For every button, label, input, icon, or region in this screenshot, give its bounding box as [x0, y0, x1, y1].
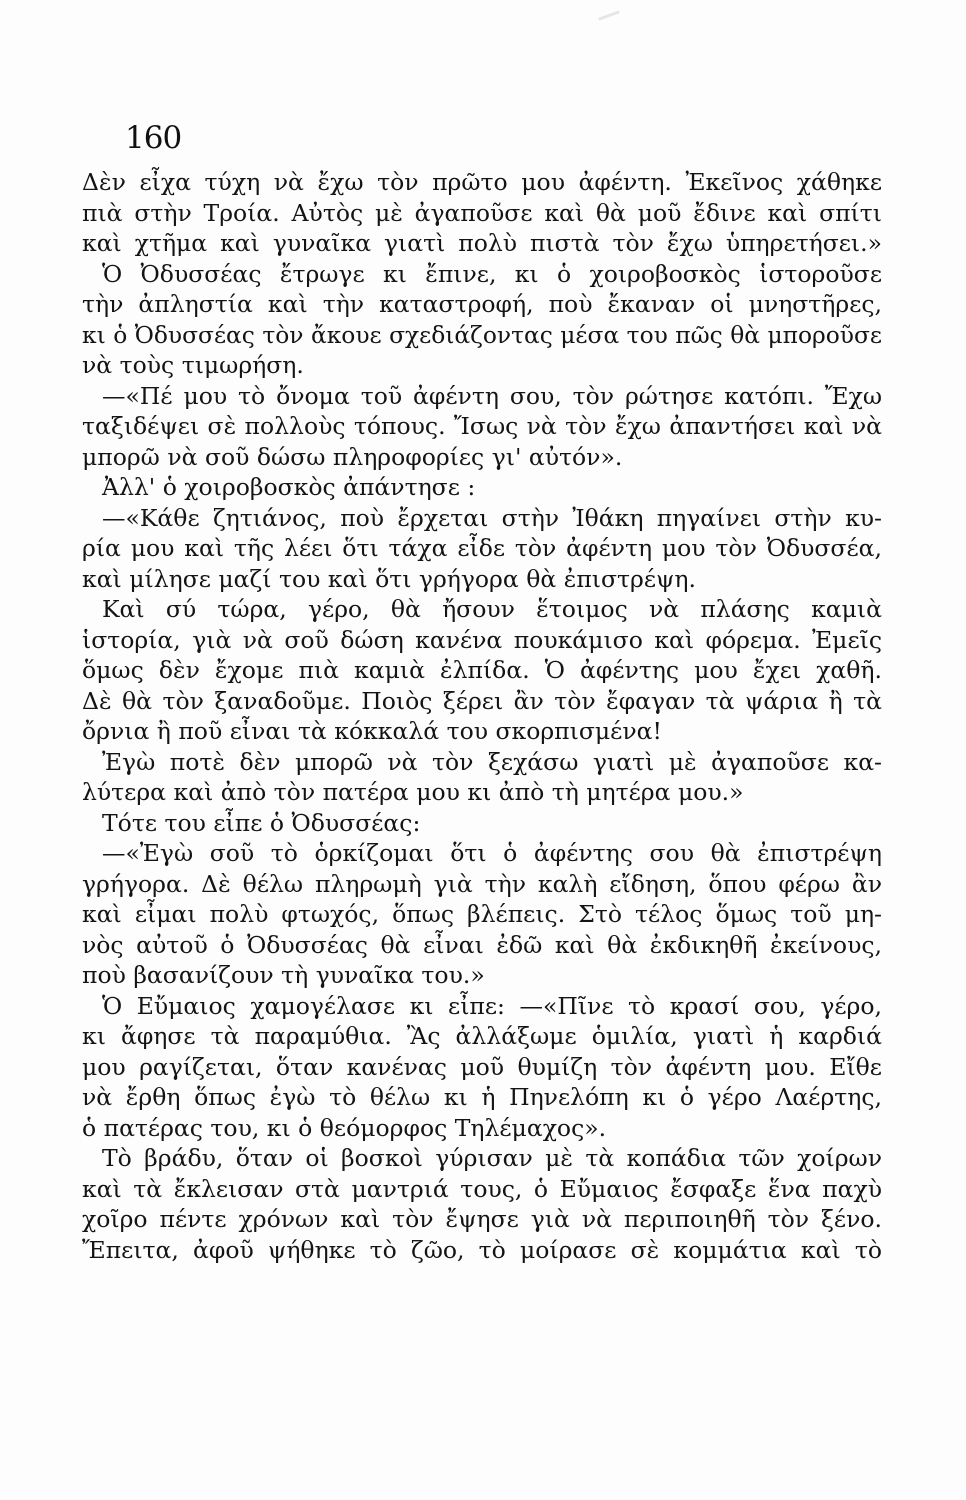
text-line: Τότε του εἶπε ὁ Ὀδυσσέας: [102, 808, 421, 837]
text-line: ὅμως δὲν ἔχομε πιὰ καμιὰ ἐλπίδα. Ὁ ἀφέντης μου ἔχει χαθῆ. [82, 656, 882, 684]
scan-artifact [598, 10, 620, 20]
text-line: καὶ εἶμαι πολὺ φτωχός, ὅπως βλέπεις. Στὸ τέλος ὅμως τοῦ μη- [82, 900, 882, 928]
text-line: Ἀλλ' ὁ χοιροβοσκὸς ἀπάντησε : [102, 473, 476, 501]
text-line: μπορῶ νὰ σοῦ δώσω πληροφορίες γι' αὐτόν». [82, 442, 623, 471]
body-text [82, 167, 882, 1265]
text-line: ποὺ βασανίζουν τὴ γυναῖκα του.» [82, 961, 485, 989]
text-line: Δὲ θὰ τὸν ξαναδοῦμε. Ποιὸς ξέρει ἂν τὸν ἔφαγαν τὰ ψάρια ἢ τὰ [82, 686, 882, 715]
text-line: καὶ μίλησε μαζί του καὶ ὅτι γρήγορα θὰ ἐπιστρέψη. [82, 564, 696, 593]
text-line: Τὸ βράδυ, ὅταν οἱ βοσκοὶ γύρισαν μὲ τὰ κοπάδια τῶν χοίρων [102, 1144, 882, 1172]
text-line: καὶ χτῆμα καὶ γυναῖκα γιατὶ πολὺ πιστὰ τὸν ἔχω ὑπηρετήσει.» [82, 229, 882, 257]
text-line: Δὲν εἶχα τύχη νὰ ἔχω τὸν πρῶτο μου ἀφέντη. Ἐκεῖνος χάθηκε [82, 168, 882, 196]
text-line: μου ραγίζεται, ὅταν κανένας μοῦ θυμίζη τὸν ἀφέντη μου. Εἴθε [82, 1052, 882, 1081]
text-line: ὄρνια ἢ ποῦ εἶναι τὰ κόκκαλά του σκορπισμένα! [82, 717, 662, 745]
text-line: νὰ ἔρθη ὅπως ἐγὼ τὸ θέλω κι ἡ Πηνελόπη κι ὁ γέρο Λαέρτης, [82, 1083, 882, 1111]
page-number: 160 [125, 120, 182, 156]
text-line: λύτερα καὶ ἀπὸ τὸν πατέρα μου κι ἀπὸ τὴ μητέρα μου.» [82, 778, 744, 806]
text-line: Ἐγὼ ποτὲ δὲν μπορῶ νὰ τὸν ξεχάσω γιατὶ μὲ ἀγαποῦσε κα- [102, 747, 882, 776]
text-line: νὰ τοὺς τιμωρήση. [82, 351, 304, 379]
text-line: —«Κάθε ζητιάνος, ποὺ ἔρχεται στὴν Ἰθάκη πηγαίνει στὴν κυ- [102, 503, 882, 532]
text-line: κι ὁ Ὀδυσσέας τὸν ἄκουε σχεδιάζοντας μέσα του πῶς θὰ μποροῦσε [82, 320, 882, 349]
text-line: κι ἄφησε τὰ παραμύθια. Ἂς ἀλλάξωμε ὁμιλία, γιατὶ ἡ καρδιά [82, 1022, 882, 1050]
text-line: —«Πέ μου τὸ ὄνομα τοῦ ἀφέντη σου, τὸν ρώτησε κατόπι. Ἔχω [102, 381, 882, 410]
text-line: τὴν ἀπληστία καὶ τὴν καταστροφή, ποὺ ἔκαναν οἱ μνηστῆρες, [82, 290, 882, 318]
text-line: Καὶ σύ τώρα, γέρο, θὰ ἤσουν ἕτοιμος νὰ πλάσης καμιὰ [102, 595, 882, 623]
text-line: Ὁ Εὔμαιος χαμογέλασε κι εἶπε: —«Πῖνε τὸ κρασί σου, γέρο, [102, 991, 882, 1020]
text-line: Ἔπειτα, ἀφοῦ ψήθηκε τὸ ζῶο, τὸ μοίρασε σὲ κομμάτια καὶ τὸ [82, 1235, 882, 1264]
text-line: πιὰ στὴν Τροία. Αὐτὸς μὲ ἀγαποῦσε καὶ θὰ μοῦ ἔδινε καὶ σπίτι [82, 198, 882, 227]
text-line: γρήγορα. Δὲ θέλω πληρωμὴ γιὰ τὴν καλὴ εἴδηση, ὅπου φέρω ἂν [82, 869, 882, 898]
text-line: ρία μου καὶ τῆς λέει ὅτι τάχα εἶδε τὸν ἀφέντη μου τὸν Ὀδυσσέα, [82, 534, 882, 562]
text-line: ὁ πατέρας του, κι ὁ θεόμορφος Τηλέμαχος». [82, 1113, 607, 1142]
text-line: ἱστορία, γιὰ νὰ σοῦ δώση κανένα πουκάμισο καὶ φόρεμα. Ἐμεῖς [82, 625, 882, 654]
text-line: νὸς αὐτοῦ ὁ Ὀδυσσέας θὰ εἶναι ἐδῶ καὶ θὰ ἐκδικηθῆ ἐκείνους, [82, 930, 882, 959]
text-line: χοῖρο πέντε χρόνων καὶ τὸν ἔψησε γιὰ νὰ περιποιηθῆ τὸν ξένο. [82, 1205, 882, 1233]
text-line: ταξιδέψει σὲ πολλοὺς τόπους. Ἴσως νὰ τὸν ἔχω ἀπαντήσει καὶ νὰ [82, 412, 882, 440]
text-line: —«Ἐγὼ σοῦ τὸ ὁρκίζομαι ὅτι ὁ ἀφέντης σου θὰ ἐπιστρέψη [102, 839, 882, 867]
text-line: Ὁ Ὀδυσσέας ἔτρωγε κι ἔπινε, κι ὁ χοιροβοσκὸς ἱστοροῦσε [102, 259, 882, 288]
text-line: καὶ τὰ ἔκλεισαν στὰ μαντριά τους, ὁ Εὔμαιος ἔσφαξε ἕνα παχὺ [82, 1174, 882, 1203]
